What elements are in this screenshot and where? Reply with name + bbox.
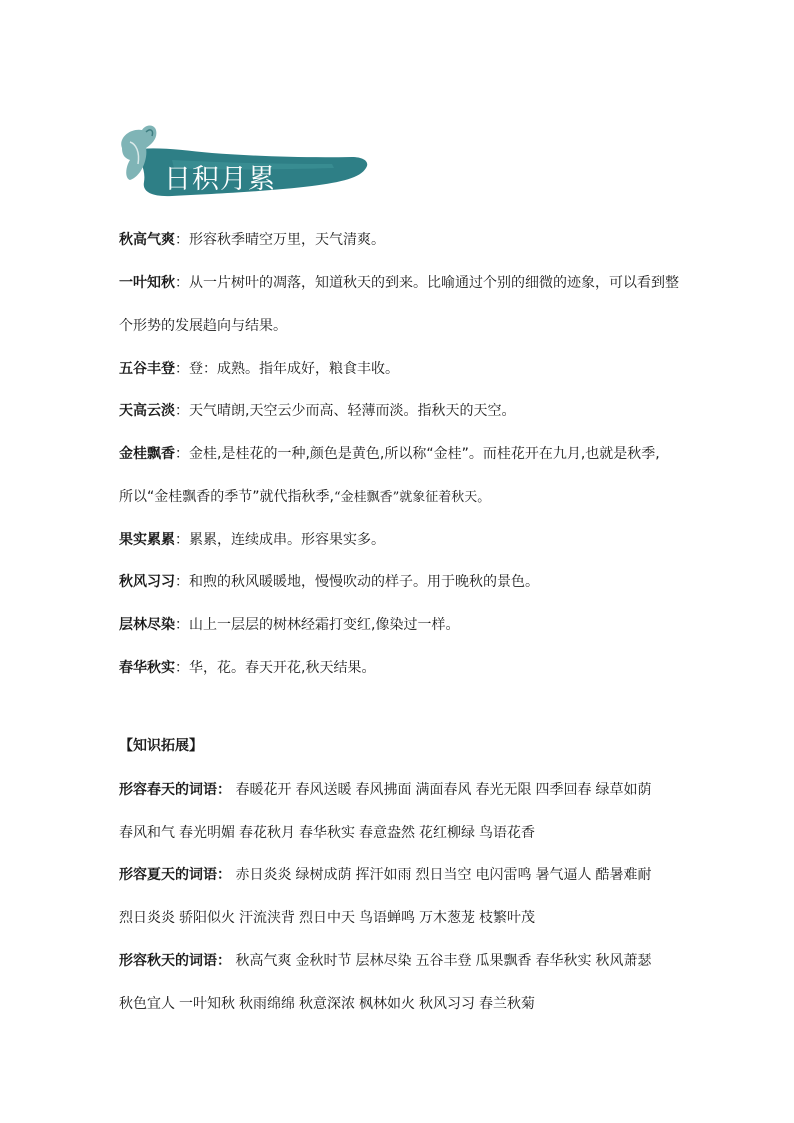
word-group-line (119, 994, 539, 1014)
idiom-term: 秋高气爽 (119, 232, 175, 248)
word-item: 烈日炎炎 (119, 910, 175, 926)
word-list (119, 996, 539, 1012)
idiom-term: 一叶知秋 (119, 275, 175, 291)
word-item: 层林尽染 (355, 953, 412, 969)
idiom-entry: 果实累累：累累，连续成串。形容果实多。 (119, 532, 385, 548)
word-item: 瓜果飘香 (475, 953, 532, 969)
word-item: 秋意深浓 (299, 996, 355, 1012)
word-list (119, 825, 539, 841)
word-item: 酷暑难耐 (595, 867, 652, 883)
word-item: 四季回春 (535, 782, 592, 798)
idiom-definition: 和煦的秋风暖暖地，慢慢吹动的样子。用于晚秋的景色。 (189, 574, 539, 590)
word-item: 烈日当空 (415, 867, 472, 883)
word-item: 一叶知秋 (179, 996, 235, 1012)
word-item: 暑气逼人 (535, 867, 592, 883)
word-item: 鸟语蝉鸣 (359, 910, 415, 926)
banner-title: 日积月累 (164, 164, 276, 195)
word-group-line (119, 951, 655, 971)
word-item: 绿草如荫 (595, 782, 652, 798)
idiom-term: 果实累累 (119, 532, 175, 548)
knowledge-extension-heading: 【知识拓展】 (119, 738, 203, 754)
idiom-entry: 天高云淡：天气晴朗,天空云少而高、轻薄而淡。指秋天的天空。 (119, 403, 516, 419)
word-item: 金秋时节 (295, 953, 352, 969)
idiom-entry: 秋高气爽：形容秋季晴空万里，天气清爽。 (119, 232, 385, 248)
idiom-definition: 华，花。春天开花,秋天结果。 (189, 660, 376, 676)
word-item: 电闪雷鸣 (475, 867, 532, 883)
word-item: 春风拂面 (355, 782, 412, 798)
word-item: 五谷丰登 (415, 953, 472, 969)
word-item: 满面春风 (415, 782, 472, 798)
word-item: 秋雨绵绵 (239, 996, 295, 1012)
idiom-definition: 累累，连续成串。形容果实多。 (189, 532, 385, 548)
word-item: 春花秋月 (239, 825, 295, 841)
word-item: 春风送暖 (295, 782, 352, 798)
word-item: 春兰秋菊 (479, 996, 535, 1012)
idiom-term: 金桂飘香 (119, 446, 175, 462)
idiom-definition: 形容秋季晴空万里，天气清爽。 (189, 232, 385, 248)
idiom-entry: 春华秋实：华，花。春天开花,秋天结果。 (119, 660, 376, 676)
word-item: 春光明媚 (179, 825, 235, 841)
idiom-definition: 天气晴朗,天空云少而高、轻薄而淡。指秋天的天空。 (189, 403, 516, 419)
word-item: 秋高气爽 (235, 953, 292, 969)
word-item: 花红柳绿 (419, 825, 475, 841)
word-item: 烈日中天 (299, 910, 355, 926)
word-group-line (119, 780, 655, 800)
word-group-label: 形容春天的词语： (119, 782, 231, 798)
word-item: 秋风习习 (419, 996, 475, 1012)
idiom-definition-continued: 所以“金桂飘香的季节”就代指秋季,“金桂飘香”就象征着秋天。 (119, 489, 491, 505)
idiom-term: 秋风习习 (119, 574, 175, 590)
word-item: 春光无限 (475, 782, 532, 798)
word-list (231, 867, 655, 883)
word-item: 赤日炎炎 (235, 867, 292, 883)
word-item: 万木葱茏 (419, 910, 475, 926)
idiom-entry: 五谷丰登：登：成熟。指年成好，粮食丰收。 (119, 361, 399, 377)
word-item: 枫林如火 (359, 996, 415, 1012)
word-item: 鸟语花香 (479, 825, 535, 841)
idiom-entry: 秋风习习：和煦的秋风暖暖地，慢慢吹动的样子。用于晚秋的景色。 (119, 574, 539, 590)
word-item: 春华秋实 (535, 953, 592, 969)
title-banner (112, 120, 374, 200)
idiom-definition: 从一片树叶的凋落，知道秋天的到来。比喻通过个别的细微的迹象，可以看到整 (189, 275, 679, 291)
idiom-definition: 登：成熟。指年成好，粮食丰收。 (189, 361, 399, 377)
word-item: 春华秋实 (299, 825, 355, 841)
idiom-definition-continued: 个形势的发展趋向与结果。 (119, 318, 287, 334)
idiom-term: 春华秋实 (119, 660, 175, 676)
word-group-label: 形容夏天的词语： (119, 867, 231, 883)
idiom-definition: 山上一层层的树林经霜打变红,像染过一样。 (189, 617, 460, 633)
word-group-line (119, 865, 655, 885)
idiom-term: 五谷丰登 (119, 361, 175, 377)
word-list (119, 910, 539, 926)
idiom-term: 层林尽染 (119, 617, 175, 633)
word-item: 春暖花开 (235, 782, 292, 798)
word-group-label: 形容秋天的词语： (119, 953, 231, 969)
word-item: 汗流浃背 (239, 910, 295, 926)
idiom-entry: 一叶知秋：从一片树叶的凋落，知道秋天的到来。比喻通过个别的细微的迹象，可以看到整 (119, 275, 679, 291)
word-item: 枝繁叶茂 (479, 910, 535, 926)
idiom-definition: 金桂,是桂花的一种,颜色是黄色,所以称“金桂”。而桂花开在九月,也就是秋季, (189, 446, 660, 462)
word-item: 骄阳似火 (179, 910, 235, 926)
word-item: 绿树成荫 (295, 867, 352, 883)
idiom-entry: 层林尽染：山上一层层的树林经霜打变红,像染过一样。 (119, 617, 460, 633)
idiom-term: 天高云淡 (119, 403, 175, 419)
word-item: 秋风萧瑟 (595, 953, 652, 969)
word-item: 春意盎然 (359, 825, 415, 841)
word-item: 挥汗如雨 (355, 867, 412, 883)
word-group-line (119, 908, 539, 928)
word-item: 秋色宜人 (119, 996, 175, 1012)
idiom-entry: 金桂飘香：金桂,是桂花的一种,颜色是黄色,所以称“金桂”。而桂花开在九月,也就是秋季, (119, 446, 660, 462)
word-item: 春风和气 (119, 825, 175, 841)
word-list (231, 782, 655, 798)
word-list (231, 953, 655, 969)
word-group-line (119, 823, 539, 843)
